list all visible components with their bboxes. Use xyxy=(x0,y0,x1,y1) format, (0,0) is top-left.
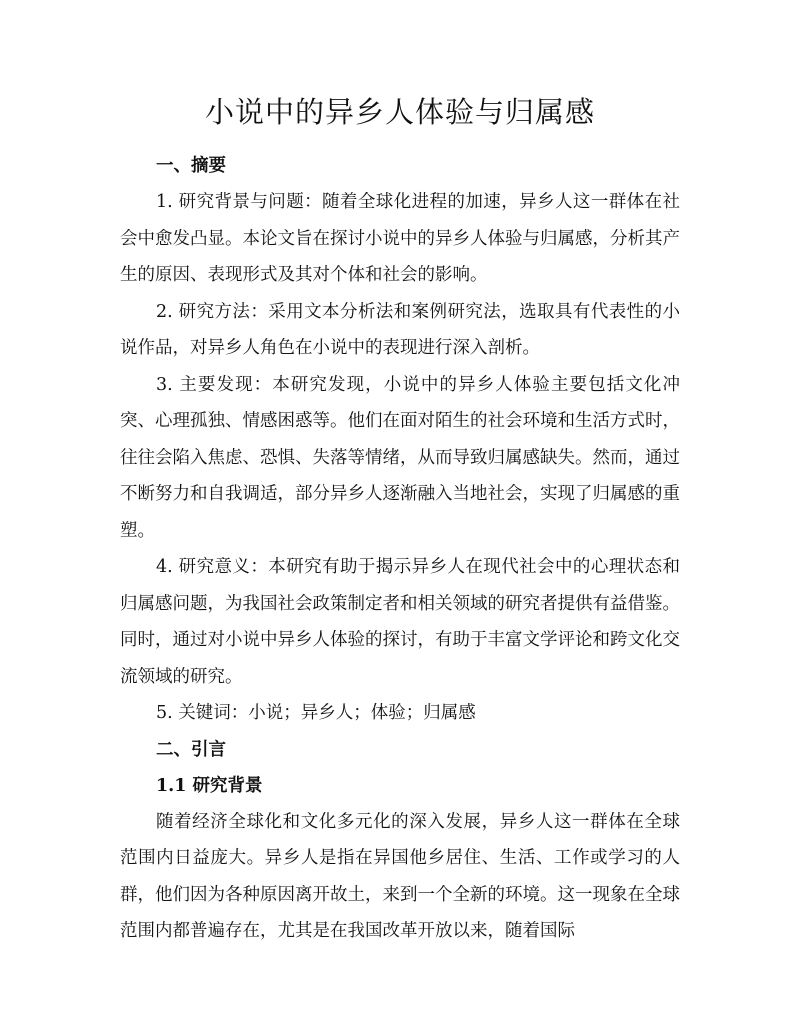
section-heading-abstract: 一、摘要 xyxy=(156,156,226,176)
section-introduction xyxy=(120,732,680,950)
document-title: 小说中的异乡人体验与归属感 xyxy=(204,95,595,129)
section-abstract xyxy=(120,148,680,732)
section-heading-introduction: 二、引言 xyxy=(156,739,226,760)
subsection-heading-background: 1.1 研究背景 xyxy=(156,775,263,796)
document-page xyxy=(120,92,680,950)
paragraph-methods: 2. 研究方法：采用文本分析法和案例研究法，选取具有代表性的小说作品，对异乡人角色在小说中的表现进行深入剖析。 xyxy=(120,301,680,358)
paragraph-findings: 3. 主要发现：本研究发现，小说中的异乡人体验主要包括文化冲突、心理孤独、情感困惑等。他们在面对陌生的社会环境和生活方式时，往往会陷入焦虑、恐惧、失落等情绪，从而导致归属感缺失。然而，通过不断努力和自我调适，部分异乡人逐渐融入当地社会，实现了归属感的重塑。 xyxy=(120,374,680,541)
paragraph-background: 1. 研究背景与问题：随着全球化进程的加速，异乡人这一群体在社会中愈发凸显。本论文旨在探讨小说中的异乡人体验与归属感，分析其产生的原因、表现形式及其对个体和社会的影响。 xyxy=(120,192,680,285)
paragraph-keywords: 5. 关键词：小说；异乡人；体验；归属感 xyxy=(156,703,476,723)
paragraph-intro-background: 随着经济全球化和文化多元化的深入发展，异乡人这一群体在全球范围内日益庞大。异乡人是指在异国他乡居住、生活、工作或学习的人群，他们因为各种原因离开故土，来到一个全新的环境。这一现象在全球范围内都普遍存在，尤其是在我国改革开放以来，随着国际 xyxy=(120,811,680,941)
paragraph-significance: 4. 研究意义：本研究有助于揭示异乡人在现代社会中的心理状态和归属感问题，为我国社会政策制定者和相关领域的研究者提供有益借鉴。同时，通过对小说中异乡人体验的探讨，有助于丰富文学评论和跨文化交流领域的研究。 xyxy=(120,557,680,687)
